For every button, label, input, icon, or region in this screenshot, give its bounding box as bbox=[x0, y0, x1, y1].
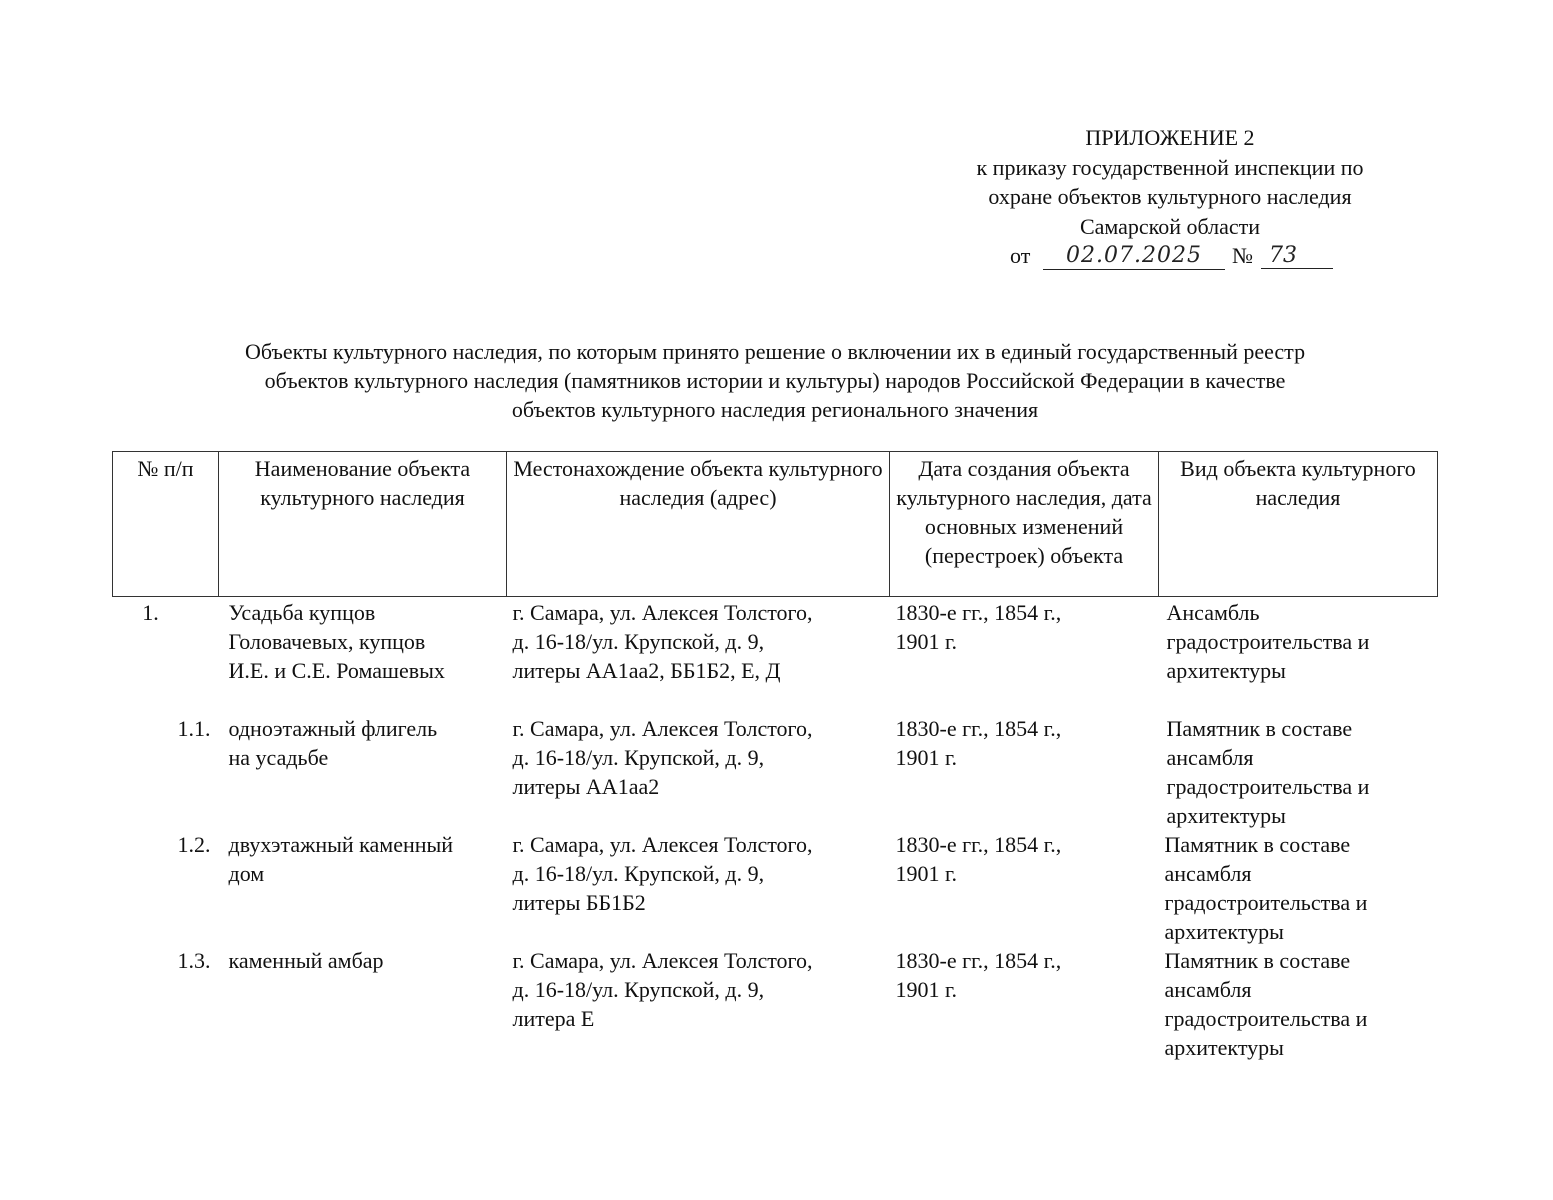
order-date-handwritten: 02.07.2025 bbox=[1043, 241, 1225, 270]
table-header-row bbox=[113, 452, 1438, 597]
cell-text: на усадьбе bbox=[228, 745, 329, 770]
header-number: № п/п bbox=[113, 452, 219, 597]
cell-text: градостроительства и bbox=[1164, 890, 1368, 915]
cell-text: литеры ББ1Б2 bbox=[512, 890, 646, 915]
cell-text: архитектуры bbox=[1166, 803, 1286, 828]
header-name: Наименование объекта культурного наследия bbox=[219, 452, 507, 597]
cell-text: литеры АА1аа2 bbox=[512, 774, 660, 799]
cell-text: г. Самара, ул. Алексея Толстого, bbox=[512, 948, 813, 973]
cell-text: литера Е bbox=[512, 1006, 595, 1031]
table-row bbox=[113, 597, 1438, 715]
object-kind bbox=[1159, 830, 1438, 946]
cell-text: ансамбля bbox=[1166, 745, 1254, 770]
cell-text: ансамбля bbox=[1164, 977, 1252, 1002]
table-row bbox=[113, 946, 1438, 1062]
table-row bbox=[113, 714, 1438, 830]
appendix-header bbox=[880, 123, 1460, 275]
cell-text: 1901 г. bbox=[895, 861, 958, 886]
cell-text: каменный амбар bbox=[228, 948, 384, 973]
document-title bbox=[100, 337, 1450, 424]
heritage-objects-table bbox=[112, 451, 1438, 1062]
cell-text: Памятник в составе bbox=[1164, 948, 1351, 973]
cell-text: литеры АА1аа2, ББ1Б2, Е, Д bbox=[512, 658, 781, 683]
appendix-line: охране объектов культурного наследия bbox=[988, 184, 1352, 209]
cell-text: Усадьба купцов bbox=[228, 600, 376, 625]
cell-text: Памятник в составе bbox=[1164, 832, 1351, 857]
object-name bbox=[219, 597, 507, 715]
appendix-line: к приказу государственной инспекции по bbox=[976, 154, 1364, 180]
cell-text: 1830-е гг., 1854 г., bbox=[895, 948, 1062, 973]
object-address bbox=[507, 830, 890, 946]
date-prefix: от bbox=[1010, 243, 1031, 268]
cell-text: 1901 г. bbox=[895, 745, 958, 770]
row-number: 1.2. bbox=[177, 832, 211, 857]
appendix-line: Самарской области bbox=[1079, 213, 1261, 239]
cell-text: 1830-е гг., 1854 г., bbox=[895, 600, 1062, 625]
cell-text: дом bbox=[228, 861, 265, 886]
order-date-row bbox=[880, 241, 1460, 275]
number-sign: № bbox=[1232, 243, 1253, 268]
row-number: 1.1. bbox=[177, 716, 211, 741]
object-name bbox=[219, 714, 507, 830]
cell-text: ансамбля bbox=[1164, 861, 1252, 886]
cell-text: архитектуры bbox=[1164, 1035, 1284, 1060]
cell-text: градостроительства и bbox=[1166, 629, 1370, 654]
cell-text: градостроительства и bbox=[1164, 1006, 1368, 1031]
cell-text: д. 16-18/ул. Крупской, д. 9, bbox=[512, 745, 765, 770]
object-date bbox=[890, 830, 1159, 946]
table-row bbox=[113, 830, 1438, 946]
row-number: 1.3. bbox=[177, 948, 211, 973]
object-kind bbox=[1159, 946, 1438, 1062]
title-line: Объекты культурного наследия, по которым принято решение о включении их в единый государственный реестр bbox=[244, 339, 1306, 364]
cell-text: архитектуры bbox=[1164, 919, 1284, 944]
cell-text: г. Самара, ул. Алексея Толстого, bbox=[512, 832, 813, 857]
cell-text: И.Е. и С.Е. Ромашевых bbox=[228, 658, 445, 683]
cell-text: г. Самара, ул. Алексея Толстого, bbox=[512, 600, 813, 625]
cell-text: д. 16-18/ул. Крупской, д. 9, bbox=[512, 977, 765, 1002]
cell-text: 1830-е гг., 1854 г., bbox=[895, 832, 1062, 857]
cell-text: двухэтажный каменный bbox=[228, 832, 454, 857]
cell-text: 1901 г. bbox=[895, 629, 958, 654]
header-address: Местонахождение объекта культурного наследия (адрес) bbox=[507, 452, 890, 597]
object-address bbox=[507, 714, 890, 830]
title-line: объектов культурного наследия (памятников истории и культуры) народов Российской Федерации в качестве bbox=[264, 368, 1286, 393]
object-kind bbox=[1159, 714, 1438, 830]
order-number-handwritten: 73 bbox=[1261, 241, 1333, 269]
appendix-title: ПРИЛОЖЕНИЕ 2 bbox=[1085, 125, 1255, 150]
object-date bbox=[890, 714, 1159, 830]
cell-text: градостроительства и bbox=[1166, 774, 1370, 799]
object-date bbox=[890, 946, 1159, 1062]
cell-text: 1830-е гг., 1854 г., bbox=[895, 716, 1062, 741]
header-date: Дата создания объекта культурного наследия, дата основных изменений (перестроек) объекта bbox=[890, 452, 1159, 597]
object-address bbox=[507, 597, 890, 715]
cell-text: г. Самара, ул. Алексея Толстого, bbox=[512, 716, 813, 741]
title-line: объектов культурного наследия регионального значения bbox=[511, 397, 1039, 422]
cell-text: Ансамбль bbox=[1166, 600, 1260, 625]
object-kind bbox=[1159, 597, 1438, 715]
cell-text: д. 16-18/ул. Крупской, д. 9, bbox=[512, 629, 765, 654]
cell-text: Памятник в составе bbox=[1166, 716, 1353, 741]
object-name bbox=[219, 946, 507, 1062]
cell-text: 1901 г. bbox=[895, 977, 958, 1002]
row-number: 1. bbox=[142, 600, 159, 625]
cell-text: Головачевых, купцов bbox=[228, 629, 426, 654]
object-date bbox=[890, 597, 1159, 715]
cell-text: д. 16-18/ул. Крупской, д. 9, bbox=[512, 861, 765, 886]
object-address bbox=[507, 946, 890, 1062]
cell-text: одноэтажный флигель bbox=[228, 716, 438, 741]
object-name bbox=[219, 830, 507, 946]
header-kind: Вид объекта культурного наследия bbox=[1159, 452, 1438, 597]
cell-text: архитектуры bbox=[1166, 658, 1286, 683]
